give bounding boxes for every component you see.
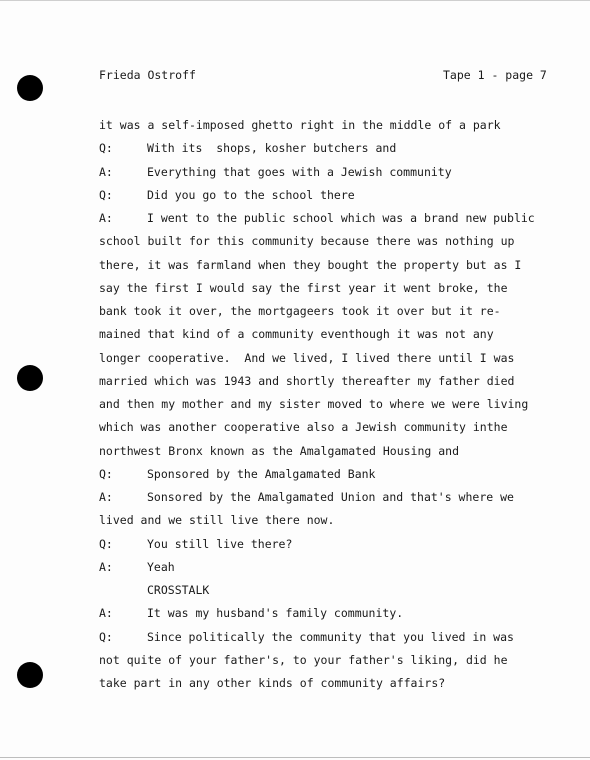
line-text: I went to the public school which was a brand new public [147,211,535,225]
line-text: school built for this community because there was nothing up [99,234,515,248]
line-text: which was another cooperative also a Jewish community inthe [99,420,508,434]
speaker-label: Q: [99,141,113,155]
speaker-label: A: [99,606,113,620]
bottom-edge-rule [0,757,590,758]
line-text: Yeah [147,560,175,574]
line-text: CROSSTALK [147,583,210,597]
speaker-label: Q: [99,467,113,481]
line-text: it was a self-imposed ghetto right in the middle of a park [99,118,501,132]
line-text: not quite of your father's, to your father's liking, did he [99,653,508,667]
line-text: say the first I would say the first year it went broke, the [99,281,508,295]
speaker-label: Q: [99,630,113,644]
speaker-label: Q: [99,188,113,202]
line-text: Everything that goes with a Jewish community [147,165,452,179]
line-text: Sponsored by the Amalgamated Bank [147,467,376,481]
speaker-label: A: [99,211,113,225]
line-text: longer cooperative. And we lived, I lived there until I was [99,351,515,365]
line-text: mained that kind of a community eventhough it was not any [99,327,494,341]
line-text: lived and we still live there now. [99,513,335,527]
line-text: and then my mother and my sister moved to where we were living [99,397,529,411]
speaker-label: A: [99,560,113,574]
line-text: northwest Bronx known as the Amalgamated Housing and [99,444,460,458]
line-text: You still live there? [147,537,293,551]
line-text: there, it was farmland when they bought the property but as I [99,258,522,272]
speaker-label: A: [99,165,113,179]
interviewee-name: Frieda Ostroff [99,68,196,82]
speaker-label: A: [99,490,113,504]
line-text: take part in any other kinds of community affairs? [99,676,446,690]
punch-hole-bottom [17,662,43,688]
tape-page-label: Tape 1 - page 7 [443,68,547,82]
line-text: Sonsored by the Amalgamated Union and that's where we [147,490,514,504]
line-text: It was my husband's family community. [147,606,404,620]
speaker-label: Q: [99,537,113,551]
line-text: With its shops, kosher butchers and [147,141,397,155]
line-text: Did you go to the school there [147,188,355,202]
line-text: bank took it over, the mortgageers took it over but it re- [99,304,501,318]
top-edge-rule [0,0,590,1]
line-text: married which was 1943 and shortly thereafter my father died [99,374,515,388]
line-text: Since politically the community that you lived in was [147,630,514,644]
punch-hole-top [17,75,43,101]
punch-hole-middle [17,365,43,391]
